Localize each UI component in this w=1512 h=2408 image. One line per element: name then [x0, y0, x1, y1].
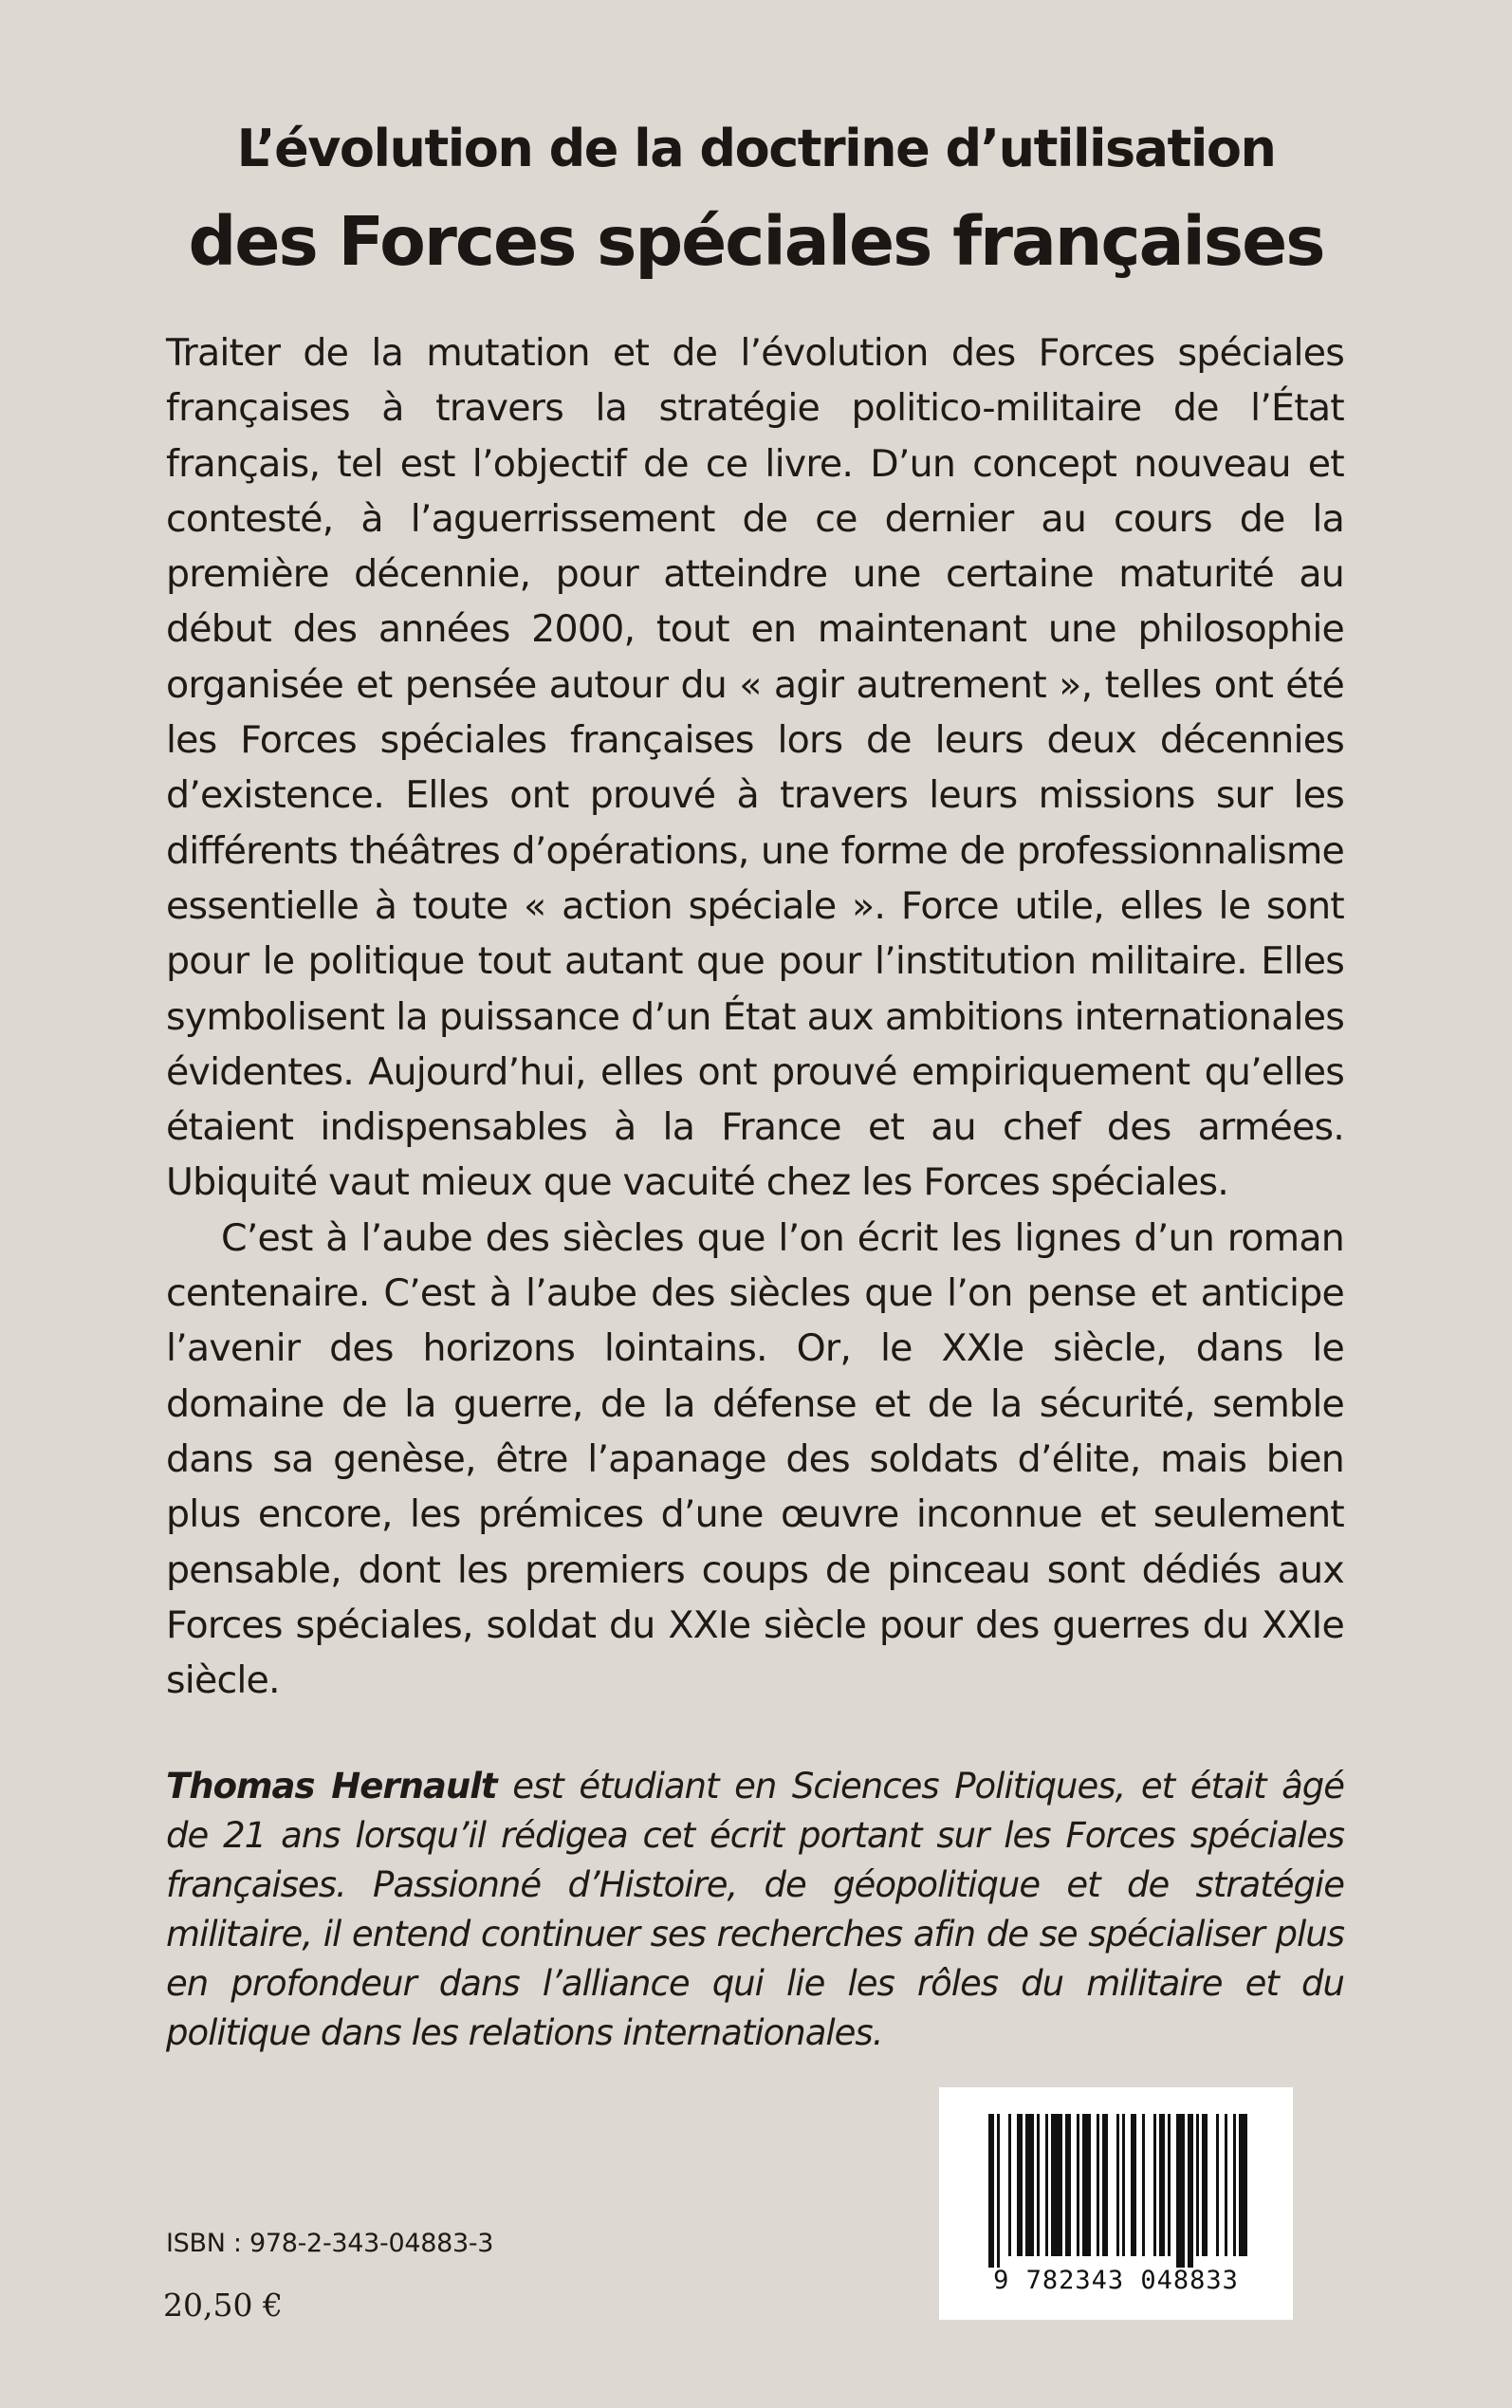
summary-paragraph-2: C’est à l’aube des siècles que l’on écrit les lignes d’un roman centenaire. C’est à l’aube des siècles que l’on pense et anticipe l’avenir des horizons lointains. Or, le XXIe siècle, dans le domaine de la guerre, de la défense et de la sécurité, semble dans sa genèse, être l’apanage des soldats d’élite, mais bien plus encore, les prémices d’une œuvre inconnue et seulement pensable, dont les premiers coups de pinceau sont dédiés aux Forces spéciales, soldat du XXIe siècle pour des guerres du XXIe siècle.	[166, 1215, 1344, 1703]
barcode-bar	[1097, 2114, 1099, 2256]
summary-paragraph-1: Traiter de la mutation et de l’évolution des Forces spéciales françaises à travers la stratégie politico-militaire de l’État français, tel est l’objectif de ce livre. D’un concept nouveau et contesté, à l’aguerrissement de ce dernier au cours de la première décennie, pour atteindre une certaine maturité au début des années 2000, tout en maintenant une philosophie organisée et pensée autour du « agir autrement », telles ont été les Forces spéciales françaises lors de leurs deux décennies d’existence. Elles ont prouvé à travers leurs missions sur les différents théâtres d’opérations, une forme de professionnalisme essentielle à toute « action spéciale ». Force utile, elles le sont pour le politique tout autant que pour l’institution militaire. Elles symbolisent la puissance d’un État aux ambitions internationales évidentes. Aujourd’hui, elles ont prouvé empiriquement qu’elles étaient indispensables à la France et au chef des armées. Ubiquité vaut mieux que vacuité chez les Forces spéciales.	[166, 331, 1344, 1205]
barcode-bar	[1142, 2114, 1145, 2256]
author-name: Thomas Hernault	[166, 1766, 497, 1806]
barcode-bar	[1216, 2114, 1219, 2256]
barcode-bar	[1116, 2114, 1119, 2256]
barcode-bar	[997, 2114, 1000, 2268]
barcode-bar	[1176, 2114, 1185, 2268]
author-bio	[166, 1762, 1344, 2058]
barcode-bar	[1065, 2114, 1071, 2256]
barcode-bar	[1025, 2114, 1034, 2256]
author-bio-text: est étudiant en Sciences Politiques, et était âgé de 21 ans lorsqu’il rédigea cet écrit portant sur les Forces spéciales françaises. Passionné d’Histoire, de géopolitique et de stratégie militaire, il entend continuer ses recherches afin de se spécialiser plus en profondeur dans l’alliance qui lie les rôles du militaire et du politique dans les relations internationales.	[166, 1766, 1344, 2053]
title-line-1: L’évolution de la doctrine d’utilisation	[236, 119, 1276, 178]
barcode-bar	[1051, 2114, 1062, 2256]
barcode-bar	[1082, 2114, 1091, 2256]
barcode-bar	[1153, 2114, 1156, 2256]
barcode-bar	[1017, 2114, 1023, 2256]
isbn-label: ISBN : 978-2-343-04883-3	[166, 2229, 494, 2258]
barcode-bar	[1008, 2114, 1011, 2256]
barcode-bar	[1233, 2114, 1236, 2256]
barcode-digits: 9 782343 048833	[993, 2266, 1239, 2295]
barcode-bar	[1122, 2114, 1125, 2256]
barcode-bar	[1131, 2114, 1136, 2256]
price-label: 20,50 €	[163, 2287, 283, 2324]
barcode-bar	[1196, 2114, 1199, 2256]
title-line-2: des Forces spéciales françaises	[188, 202, 1324, 281]
barcode-bar	[1188, 2114, 1193, 2268]
barcode-bar	[1159, 2114, 1165, 2256]
barcode-bar	[1045, 2114, 1048, 2256]
barcode-bar	[1102, 2114, 1108, 2256]
barcode	[939, 2087, 1293, 2320]
barcode-bar	[1168, 2114, 1171, 2256]
summary-text	[166, 325, 1344, 1708]
barcode-bar	[1239, 2114, 1247, 2256]
barcode-bar	[988, 2114, 994, 2268]
barcode-bar	[1037, 2114, 1040, 2256]
barcode-bar	[1202, 2114, 1208, 2256]
barcode-bar	[1225, 2114, 1227, 2256]
barcode-bar	[1077, 2114, 1079, 2256]
